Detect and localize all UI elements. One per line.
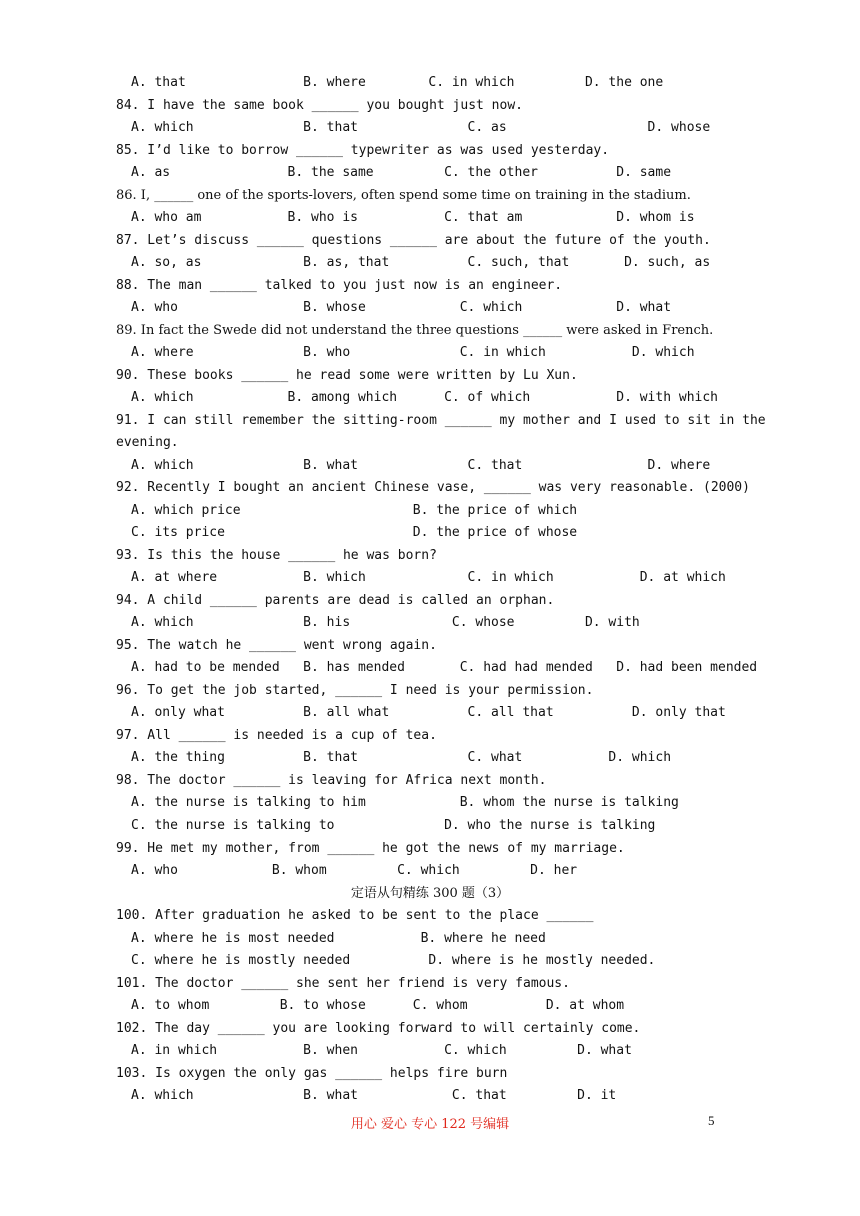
answer-options: A. which price B. the price of which (131, 503, 578, 518)
question: 84. I have the same book ______ you bought just now. (116, 98, 523, 113)
answer-options: A. who am B. who is C. that am D. whom is (131, 210, 695, 225)
answer-options: A. as B. the same C. the other D. same (131, 165, 672, 180)
question-continuation: evening. (116, 435, 179, 450)
question: 99. He met my mother, from ______ he got the news of my marriage. (116, 841, 625, 856)
question: 97. All ______ is needed is a cup of tea. (116, 728, 437, 743)
question: 101. The doctor ______ she sent her friend is very famous. (116, 976, 570, 991)
question: 92. Recently I bought an ancient Chinese vase, ______ was very reasonable. (2000) (116, 480, 750, 495)
question: 91. I can still remember the sitting-room ______ my mother and I used to sit in the (116, 413, 766, 428)
question: 96. To get the job started, ______ I need is your permission. (116, 683, 594, 698)
answer-options: C. the nurse is talking to D. who the nurse is talking (131, 818, 656, 833)
answer-options: A. where he is most needed B. where he need (131, 931, 546, 946)
question: 86. I, ______ one of the sports-lovers, often spend some time on training in the stadium. (116, 188, 691, 203)
answer-options: A. who B. whom C. which D. her (131, 863, 578, 878)
answer-options: C. where he is mostly needed D. where is he mostly needed. (131, 953, 656, 968)
question: 85. I’d like to borrow ______ typewriter as was used yesterday. (116, 143, 610, 158)
question: 95. The watch he ______ went wrong again. (116, 638, 437, 653)
answer-options: A. where B. who C. in which D. which (131, 345, 695, 360)
question: 98. The doctor ______ is leaving for Africa next month. (116, 773, 547, 788)
question: 89. In fact the Swede did not understand the three questions ______ were asked in French. (116, 323, 714, 338)
answer-options: A. which B. that C. as D. whose (131, 120, 711, 135)
answer-options: A. the nurse is talking to him B. whom the nurse is talking (131, 795, 679, 810)
answer-options: A. the thing B. that C. what D. which (131, 750, 672, 765)
page-number: 5 (708, 1113, 715, 1128)
answer-options: A. which B. his C. whose D. with (131, 615, 640, 630)
question: 102. The day ______ you are looking forward to will certainly come. (116, 1021, 641, 1036)
answer-options: A. who B. whose C. which D. what (131, 300, 672, 315)
answer-options: A. that B. where C. in which D. the one (131, 75, 664, 90)
question: 103. Is oxygen the only gas ______ helps fire burn (116, 1066, 508, 1081)
question: 87. Let’s discuss ______ questions ______ are about the future of the youth. (116, 233, 711, 248)
answer-options: A. had to be mended B. has mended C. had had mended D. had been mended (131, 660, 758, 675)
question: 94. A child ______ parents are dead is called an orphan. (116, 593, 555, 608)
answer-options: A. which B. what C. that D. it (131, 1088, 617, 1103)
answer-options: A. to whom B. to whose C. whom D. at whom (131, 998, 625, 1013)
section-title: 定语从句精练 300 题（3） (350, 886, 510, 901)
answer-options: A. so, as B. as, that C. such, that D. such, as (131, 255, 711, 270)
question: 100. After graduation he asked to be sent to the place ______ (116, 908, 594, 923)
answer-options: A. in which B. when C. which D. what (131, 1043, 632, 1058)
answer-options: A. which B. among which C. of which D. with which (131, 390, 718, 405)
question: 88. The man ______ talked to you just now is an engineer. (116, 278, 563, 293)
answer-options: C. its price D. the price of whose (131, 525, 578, 540)
answer-options: A. at where B. which C. in which D. at which (131, 570, 726, 585)
page-footer: 用心 爱心 专心 122 号编辑 (350, 1117, 510, 1132)
question: 93. Is this the house ______ he was born? (116, 548, 437, 563)
question: 90. These books ______ he read some were written by Lu Xun. (116, 368, 578, 383)
answer-options: A. only what B. all what C. all that D. only that (131, 705, 726, 720)
answer-options: A. which B. what C. that D. where (131, 458, 711, 473)
